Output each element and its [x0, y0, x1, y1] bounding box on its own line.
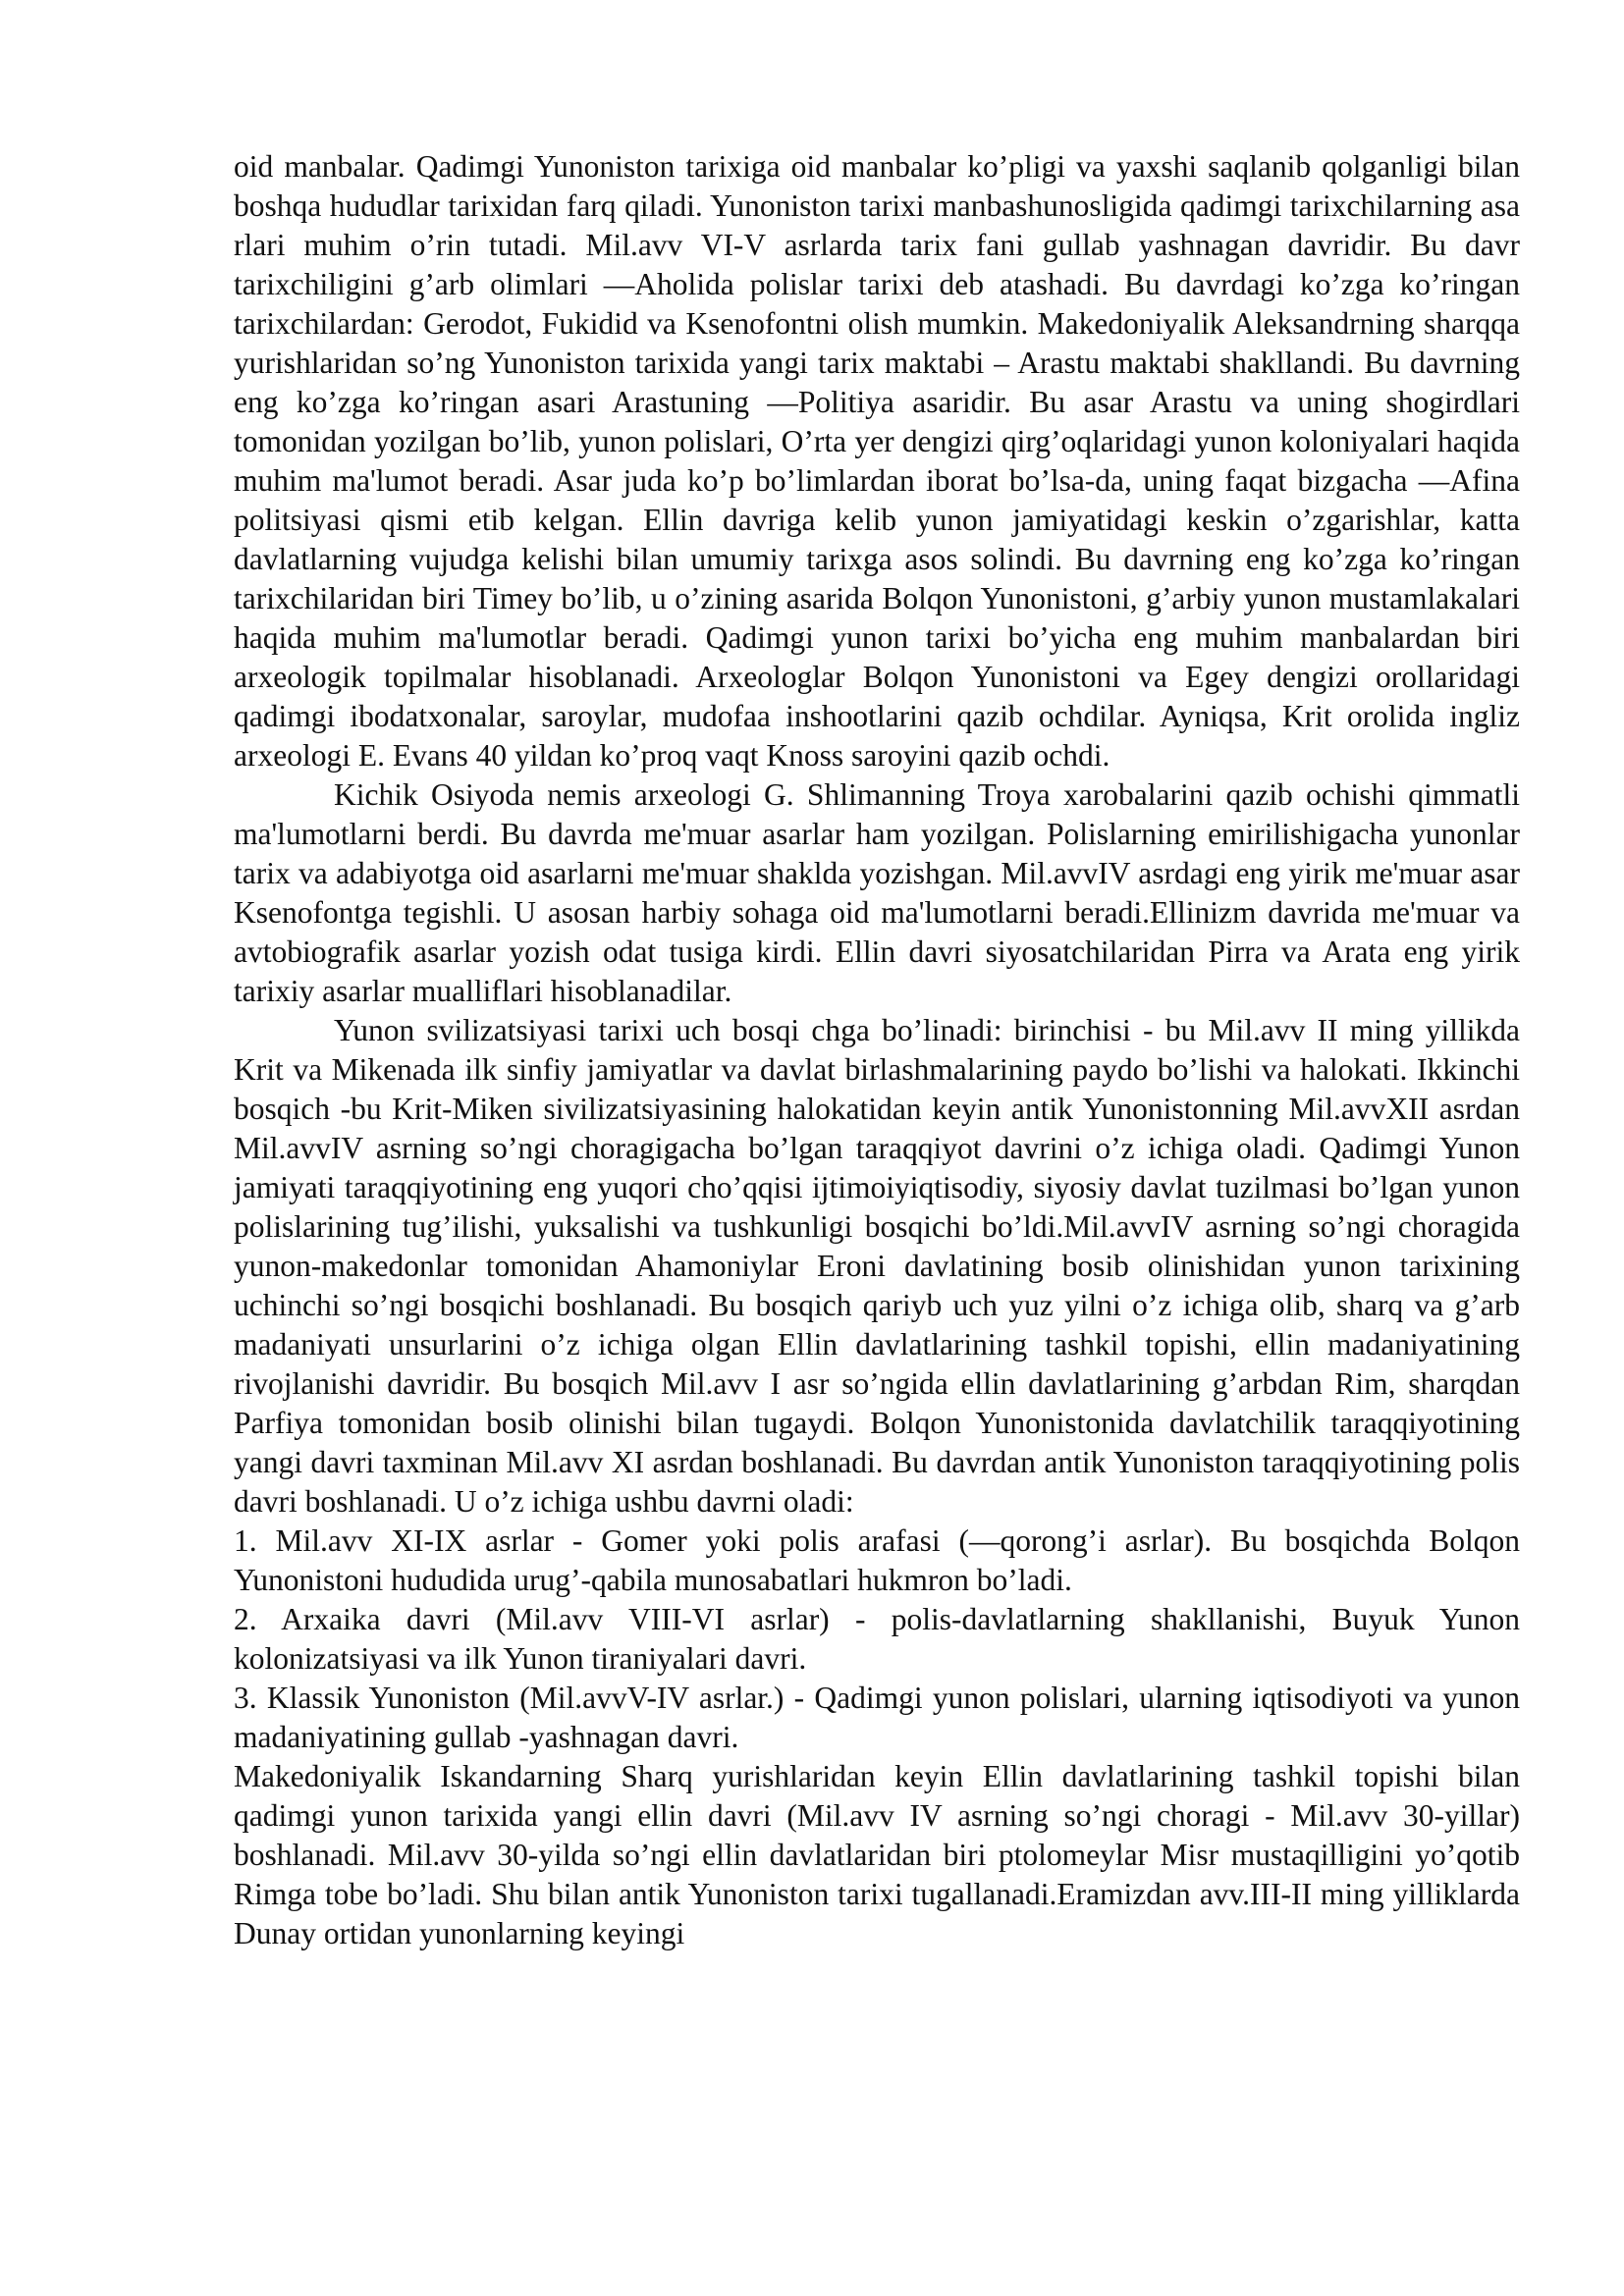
list-item-classical-period: 3. Klassik Yunoniston (Mil.avvV-IV asrlar.) - Qadimgi yunon polislari, ularning iqtisodiyoti va yunon madaniyatining gullab -yashnagan davri. — [234, 1681, 1520, 1754]
paragraph-periodization: Yunon svilizatsiyasi tarixi uch bosqi chga bo’linadi: birinchisi - bu Mil.avv II ming yillikda Krit va Mikenada ilk sinfiy jamiyatlar va davlat birlashmalarining paydo bo’lishi va halokati. Ikkinchi bosqich -bu Krit-Miken sivilizatsiyasining halokatidan keyin antik Yunonistonning Mil.avvXII asrdan Mil.avvIV asrning so’ngi choragigacha bo’lgan taraqqiyot davrini o’z ichiga oladi. Qadimgi Yunon jamiyati taraqqiyotining eng yuqori cho’qqisi ijtimoiyiqtisodiy, siyosiy davlat tuzilmasi bo’lgan yunon polislarining tug’ilishi, yuksalishi va tushkunligi bosqichi bo’ldi.Mil.avvIV asrning so’ngi choragida yunon-makedonlar tomonidan Ahamoniylar Eroni davlatining bosib olinishidan yunon tarixining uchinchi so’ngi bosqichi boshlanadi. Bu bosqich qariyb uch yuz yilni o’z ichiga olib, sharq va g’arb madaniyati unsurlarini o’z ichiga olgan Ellin davlatlarining tashkil topishi, ellin madaniyatining rivojlanishi davridir. Bu bosqich Mil.avv I asr so’ngida ellin davlatlarining g’arbdan Rim, sharqdan Parfiya tomonidan bosib olinishi bilan tugaydi. Bolqon Yunonistonida davlatchilik taraqqiyotining yangi davri taxminan Mil.avv XI asrdan boshlanadi. Bu davrdan antik Yunoniston taraqqiyotining polis davri boshlanadi. U o’z ichiga ushbu davrni oladi: — [234, 1013, 1520, 1519]
list-item-archaic-period: 2. Arxaika davri (Mil.avv VIII-VI asrlar) - polis-davlatlarning shakllanishi, Buyuk Yunon kolonizatsiyasi va ilk Yunon tiraniyalari davri. — [234, 1602, 1520, 1676]
paragraph-hellenistic: Makedoniyalik Iskandarning Sharq yurishlaridan keyin Ellin davlatlarining tashkil topishi bilan qadimgi yunon tarixida yangi ellin davri (Mil.avv IV asrning so’ngi choragi - Mil.avv 30-yillar) boshlanadi. Mil.avv 30-yilda so’ngi ellin davlatlaridan biri ptolomeylar Misr mustaqilligini yo’qotib Rimga tobe bo’ladi. Shu bilan antik Yunoniston tarixi tugallanadi.Eramizdan avv.III-II ming yilliklarda Dunay ortidan yunonlarning keyingi — [234, 1759, 1520, 1950]
paragraph-archaeology: Kichik Osiyoda nemis arxeologi G. Shlimanning Troya xarobalarini qazib ochishi qimmatli ma'lumotlarni berdi. Bu davrda me'muar asarlar ham yozilgan. Polislarning emirilishigacha yunonlar tarix va adabiyotga oid asarlarni me'muar shaklda yozishgan. Mil.avvIV asrdagi eng yirik me'muar asar Ksenofontga tegishli. U asosan harbiy sohaga oid ma'lumotlarni beradi.Ellinizm davrida me'muar va avtobiografik asarlar yozish odat tusiga kirdi. Ellin davri siyosatchilaridan Pirra va Arata eng yirik tarixiy asarlar mualliflari hisoblanadilar. — [234, 777, 1520, 1008]
document-page — [234, 147, 1520, 1953]
list-item-homeric-period: 1. Mil.avv XI-IX asrlar - Gomer yoki polis arafasi (―qorong’i asrlar). Bu bosqichda Bolqon Yunonistoni hududida urug’-qabila munosabatlari hukmron bo’ladi. — [234, 1523, 1520, 1597]
paragraph-sources: oid manbalar. Qadimgi Yunoniston tarixiga oid manbalar ko’pligi va yaxshi saqlanib qolganligi bilan boshqa hududlar tarixidan farq qiladi. Yunoniston tarixi manbashunosligida qadimgi tarixchilarning asa rlari muhim o’rin tutadi. Mil.avv VI-V asrlarda tarix fani gullab yashnagan davridir. Bu davr tarixchiligini g’arb olimlari ―Aholida polislar tarixi deb atashadi. Bu davrdagi ko’zga ko’ringan tarixchilardan: Gerodot, Fukidid va Ksenofontni olish mumkin. Makedoniyalik Aleksandrning sharqqa yurishlaridan so’ng Yunoniston tarixida yangi tarix maktabi – Arastu maktabi shakllandi. Bu davrning eng ko’zga ko’ringan asari Arastuning ―Politiya asaridir. Bu asar Arastu va uning shogirdlari tomonidan yozilgan bo’lib, yunon polislari, O’rta yer dengizi qirg’oqlaridagi yunon koloniyalari haqida muhim ma'lumot beradi. Asar juda ko’p bo’limlardan iborat bo’lsa-da, uning faqat bizgacha ―Afina politsiyasi qismi etib kelgan. Ellin davriga kelib yunon jamiyatidagi keskin o’zgarishlar, katta davlatlarning vujudga kelishi bilan umumiy tarixga asos solindi. Bu davrning eng ko’zga ko’ringan tarixchilaridan biri Timey bo’lib, u o’zining asarida Bolqon Yunonistoni, g’arbiy yunon mustamlakalari haqida muhim ma'lumotlar beradi. Qadimgi yunon tarixi bo’yicha eng muhim manbalardan biri arxeologik topilmalar hisoblanadi. Arxeologlar Bolqon Yunonistoni va Egey dengizi orollaridagi qadimgi ibodatxonalar, saroylar, mudofaa inshootlarini qazib ochdilar. Ayniqsa, Krit orolida ingliz arxeologi E. Evans 40 yildan ko’proq vaqt Knoss saroyini qazib ochdi. — [234, 149, 1520, 773]
